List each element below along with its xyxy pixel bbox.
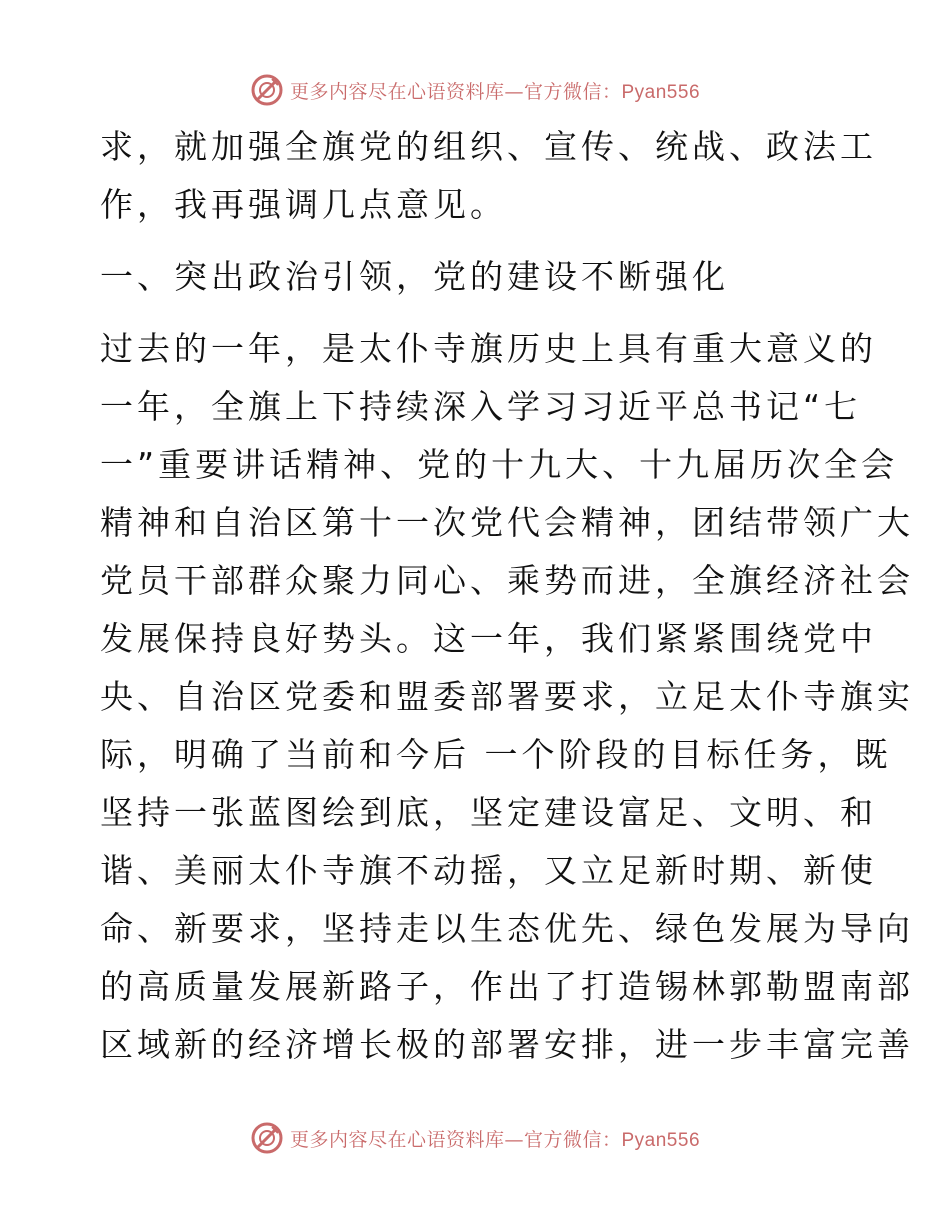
footer-banner-wechat-id: Pyan556 <box>621 1129 701 1151</box>
paragraph-line: 一年，全旗上下持续深入学习习近平总书记“七 <box>100 387 862 426</box>
watermark-logo-icon <box>250 1121 284 1155</box>
paragraph-line: 党员干部群众聚力同心、乘势而进，全旗经济社会 <box>100 561 914 600</box>
paragraph-line: 过去的一年，是太仆寺旗历史上具有重大意义的 <box>100 329 877 368</box>
paragraph-line: 谐、美丽太仆寺旗不动摇，又立足新时期、新使 <box>100 851 877 890</box>
paragraph-line: 区域新的经济增长极的部署安排，进一步丰富完善 <box>100 1025 914 1064</box>
header-banner-wechat-id: Pyan556 <box>621 81 701 103</box>
paragraph-line: 坚持一张蓝图绘到底，坚定建设富足、文明、和 <box>100 793 877 832</box>
watermark-logo-icon <box>250 73 284 107</box>
paragraph-line: 命、新要求，坚持走以生态优先、绿色发展为导向 <box>100 909 914 948</box>
paragraph-line: 精神和自治区第十一次党代会精神，团结带领广大 <box>100 503 914 542</box>
paragraph-line: 的高质量发展新路子，作出了打造锡林郭勒盟南部 <box>100 967 914 1006</box>
footer-watermark-banner <box>0 1118 950 1158</box>
section-heading: 一、突出政治引领，党的建设不断强化 <box>100 257 729 296</box>
paragraph-line: 一”重要讲话精神、党的十九大、十九届历次全会 <box>100 445 899 484</box>
header-banner-label: 更多内容尽在心语资料库—官方微信： <box>289 80 622 103</box>
paragraph-line: 央、自治区党委和盟委部署要求，立足太仆寺旗实 <box>100 677 914 716</box>
header-banner-text <box>290 77 700 104</box>
footer-banner-label: 更多内容尽在心语资料库—官方微信： <box>289 1128 622 1151</box>
header-watermark-banner <box>0 70 950 110</box>
paragraph-line: 求，就加强全旗党的组织、宣传、统战、政法工 <box>100 127 877 166</box>
footer-banner-text <box>290 1125 700 1152</box>
paragraph-line: 际，明确了当前和今后 一个阶段的目标任务，既 <box>100 735 892 774</box>
document-body <box>100 118 914 1074</box>
paragraph-line: 作，我再强调几点意见。 <box>100 185 507 224</box>
paragraph-line: 发展保持良好势头。这一年，我们紧紧围绕党中 <box>100 619 877 658</box>
